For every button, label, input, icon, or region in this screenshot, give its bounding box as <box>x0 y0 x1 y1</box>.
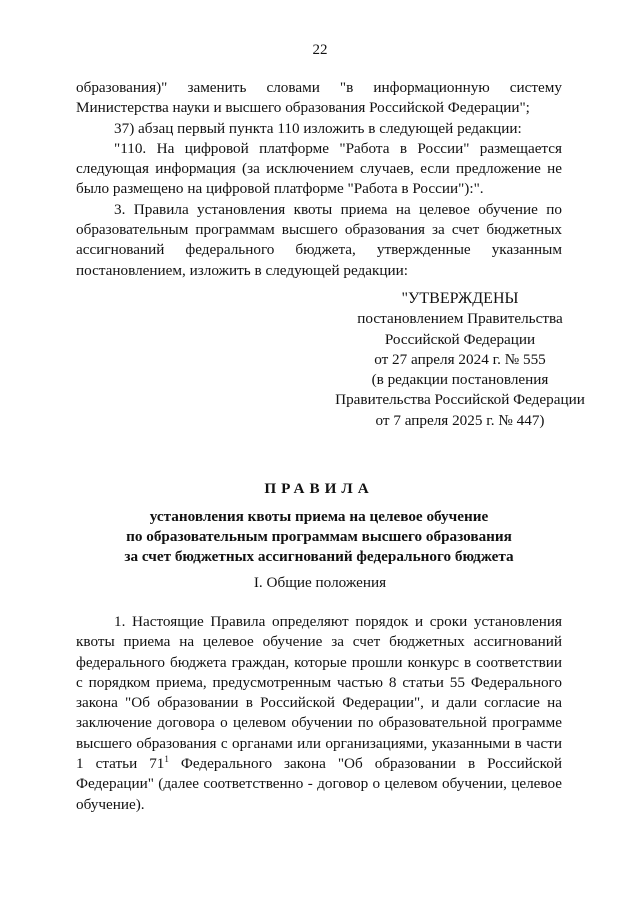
stamp-line: от 7 апреля 2025 г. № 447) <box>375 411 545 429</box>
paragraph-item-110: "110. На цифровой платформе "Работа в России" размещается следующая информация (за исключением случаев, если предложение не было размещено на цифровой платформе "Работа в России"):". <box>76 139 562 198</box>
page-number: 22 <box>312 42 328 58</box>
subtitle-line: за счет бюджетных ассигнований федерального бюджета <box>124 548 514 565</box>
stamp-line: постановлением Правительства <box>357 310 563 328</box>
clause-1-superscript: 1 <box>164 754 169 765</box>
section-title: I. Общие положения <box>253 574 387 591</box>
stamp-line: Российской Федерации <box>384 330 536 348</box>
stamp-line: (в редакции постановления <box>371 371 549 389</box>
stamp-line: "УТВЕРЖДЕНЫ <box>401 290 519 307</box>
clause-1 <box>76 612 562 815</box>
subtitle-line: установления квоты приема на целевое обучение <box>149 508 489 525</box>
paragraph-item-37: 37) абзац первый пункта 110 изложить в следующей редакции: <box>114 119 522 137</box>
clause-1-text-end: Федерального закона "Об образовании в Российской Федерации" (далее соответственно - договор о целевом обучении, целевое обучение). <box>76 755 563 813</box>
rules-subtitle <box>76 507 562 567</box>
stamp-line: Правительства Российской Федерации <box>335 391 585 409</box>
top-text-block <box>76 78 562 281</box>
approval-stamp <box>330 289 590 431</box>
paragraph-continuation: образования)" заменить словами "в информационную систему Министерства науки и высшего образования Российской Федерации"; <box>76 79 562 117</box>
clause-1-text: 1. Настоящие Правила определяют порядок и сроки установления квоты приема на целевое обучение за счет бюджетных ассигнований федерального бюджета граждан, которые прошли конкурс в соответствии с порядком приема, предусмотренным частью 8 статьи 55 Федерального закона "Об образовании в Российской Федерации", и дали согласие на заключение договора о целевом обучении по образовательной программе высшего образования с органами или организациями, указанными в части 1 статьи 71 <box>76 613 562 773</box>
paragraph-item-3: 3. Правила установления квоты приема на целевое обучение по образовательным программам высшего образования за счет бюджетных ассигнований федерального бюджета, утвержденные указанным постановлением, изложить в следующей редакции: <box>76 200 562 279</box>
clause-block <box>76 612 562 815</box>
stamp-line: от 27 апреля 2024 г. № 555 <box>374 350 546 368</box>
subtitle-line: по образовательным программам высшего образования <box>126 528 512 545</box>
rules-title: ПРАВИЛА <box>264 480 374 497</box>
